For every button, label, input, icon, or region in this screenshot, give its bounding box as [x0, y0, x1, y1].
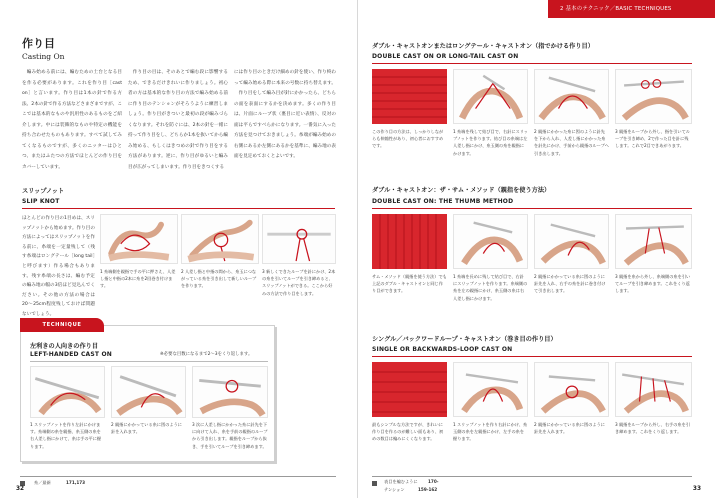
footer-marker: [372, 481, 377, 486]
slip-knot-step3-caption: 3 新しくできたループを針にかけ、2本の糸を引いてループを引き締めると、スリップノットができる。ここから好みの方法で作り目をします。: [262, 269, 336, 296]
thumb-step2-figure: [534, 214, 609, 269]
page-number-left: 32: [16, 486, 25, 492]
dct-step3-figure: [615, 69, 692, 124]
page-subtitle: Casting On: [22, 52, 65, 61]
technique-step2-figure: [111, 366, 186, 418]
thumb-step1-caption: 1 糸端を長めに残して結び目で、右針にスリップノットを作ります。糸端側の糸を左の親指にかけ、糸玉側の糸は右人差し指にかけます。: [453, 274, 528, 301]
section-rule: [372, 63, 692, 64]
technique-step3-figure: [192, 366, 268, 418]
dct-step3-caption: 3 親指をループから外し、指を引いてループを引き締め、2で作った目を針に残します。これで2目できあがります。: [615, 129, 690, 149]
chapter-header: 2 基本のテクニック／BASIC TECHNIQUES: [548, 0, 715, 18]
single-step2-figure: [534, 362, 609, 417]
footer-rule: [372, 476, 692, 477]
thumb-step3-figure: [615, 214, 692, 269]
page-number-right: 33: [692, 486, 701, 492]
technique-step1-figure: [30, 366, 105, 418]
dct-swatch: [372, 69, 447, 124]
technique-tab: TECHNIQUE: [20, 318, 104, 332]
thumb-swatch: [372, 214, 447, 269]
technique-step1-caption: 1 スリップノットを作り左針にかけます。糸端側の糸を親指、糸玉側の糸を右人差し指にかけて、糸は手の平に握ります。: [30, 422, 102, 449]
section-rule: [372, 208, 692, 209]
dct-swatch-caption: この作り目の方法は、しっかりしながらも伸縮性があり、初心者におすすめです。: [372, 129, 444, 149]
thumb-step3-caption: 3 親指を糸から外し、糸端側の糸を引いてループを引き締めます。これをくり返します。: [615, 274, 691, 294]
single-title-jp: シングル／バックワードループ・キャストオン（巻き目の作り目）: [372, 336, 557, 343]
footer-label: 糸／最新: [34, 480, 51, 485]
footer-ref-1: 170-: [428, 479, 439, 484]
technique-step3-caption: 3 次に人差し指にかかった糸に針先を下に向けて入れ、糸を手前の親指のループから引き出します。親指をループから抜き、手を引いてループを引き締めます。: [192, 422, 268, 449]
right-page: [358, 0, 715, 498]
thumb-title-jp: ダブル・キャストオン：ザ・サム・メソッド（親指を使う方法）: [372, 187, 551, 194]
slip-knot-title-jp: スリップノット: [22, 188, 65, 195]
thumb-swatch-caption: サム・メソッド（親指を使う方法）でも上記のダブル・キャストオンと同じ作り目ができます。: [372, 274, 447, 294]
single-step1-figure: [453, 362, 528, 417]
slip-knot-step2-figure: [181, 214, 259, 264]
thumb-step2-caption: 2 親指にかかっている糸に図のように針先を入れ、右手の糸を針に巻き付けて引き出します。: [534, 274, 606, 294]
technique-title-jp: 左利きの人向きの作り目: [30, 343, 99, 350]
technique-note: ※必要な目数になるまで2〜3をくり返します。: [160, 352, 253, 357]
slip-knot-step1-caption: 1 糸端側を親指で手の平に押さえ、人差し指と中指の2本に糸を2回巻き付けます。: [100, 269, 176, 289]
left-page: [0, 0, 357, 498]
section-rule: [22, 208, 335, 209]
slip-knot-title-en: SLIP KNOT: [22, 198, 60, 205]
slip-knot-step3-figure: [262, 214, 336, 264]
technique-rule: [30, 361, 268, 362]
footer-ref-2: 159-162: [418, 487, 438, 492]
dct-step2-figure: [534, 69, 609, 124]
dct-title-en: DOUBLE CAST ON OR LONG-TAIL CAST ON: [372, 53, 519, 60]
footer-label-1: 表目を編むように: [384, 479, 418, 484]
dct-step1-caption: 1 糸端を残して結び目で、右針にスリップノットを作ります。結び目の糸端は左人差し指にかけ、糸玉側の糸を親指にかけます。: [453, 129, 528, 156]
single-step1-caption: 1 スリップノットを作り右針にかけ、糸玉側の糸を左親指にかけ、左手の糸を握ります。: [453, 422, 528, 442]
dct-step2-caption: 2 親指にかかった糸に図のように針先を下から入れ、人差し指にかかった糸を針先にかけ、手前から親指のループへ引き出します。: [534, 129, 609, 156]
slip-knot-step2-caption: 2 人差し指と中指の間から、糸玉につながっている糸を引き出して新しいループを作ります。: [181, 269, 257, 289]
technique-title-en: LEFT-HANDED CAST ON: [30, 351, 113, 358]
slip-knot-text: ほとんどの作り目の1目めは、スリップノットから始めます。作り目の方法によってはスリップノットを作る前に、糸端を一定量残して（残す糸端はロングテール［long tail］と呼びます）作る場合もあります。残す糸端の長さは、編む予定の編み地の幅の3倍ほど見込んでください。その他の方法の場合は20〜25cm程度残しておけば問題ないでしょう。: [22, 216, 95, 317]
single-swatch: [372, 362, 447, 417]
page-title: 作り目: [22, 37, 55, 50]
thumb-step1-figure: [453, 214, 528, 269]
intro-col-3: には作り目のときだけ細めの針を使い、作り終わって編み始める際に本来の号数に持ち替えます。 作り目をして編み目が針にかかったら、どちらの面を表面にするかを決めます。多くの作り目は、片面にループ状（裏目に近い表情）、反対の面は平らですべらかになります。一番気に入った方法を見つけておきましょう。糸端が編み始めの右側にあるか左側にあるかを基準に、編み地の表面を見定めておくとよいです。: [234, 70, 336, 159]
footer-rule: [20, 476, 336, 477]
single-step3-figure: [615, 362, 692, 417]
single-swatch-caption: 最もシンプルな方法ですが、きれいに作り目を作るのが難しい面もあり、初めの数目は編みにくくなります。: [372, 422, 444, 442]
dct-step1-figure: [453, 69, 528, 124]
single-step3-caption: 3 親指をループから外し、右手の糸を引き締めます。これをくり返します。: [615, 422, 690, 435]
footer-ref: 171,173: [66, 480, 86, 485]
single-step2-caption: 2 親指にかかっている糸に図のように針先を入れます。: [534, 422, 605, 435]
technique-step2-caption: 2 親指にかかっている糸に図のように針を入れます。: [111, 422, 182, 435]
slip-knot-step1-figure: [100, 214, 178, 264]
section-rule: [372, 356, 692, 357]
dct-title-jp: ダブル・キャストオンまたはロングテール・キャストオン（指でかける作り目）: [372, 43, 594, 50]
intro-col-2: 作り目の目は、そのあとで編む段に影響するため、できるだけきれいに作りましょう。初心者の方は基本的な作り目の方法で編み始める前に作り目のテンションがそろうように練習しましょう。作り目がきついと最初の段が編みづらくなります。それを防ぐには、2本の針を一緒に持って作り目をし、どちらか1本を抜いてから編み始める、もしくはきつめの針で作り目をする方法があります。逆に、作り目がゆるいと編み目が広がってしまいます。作り目をきつくする: [128, 70, 228, 170]
thumb-title-en: DOUBLE CAST ON: THE THUMB METHOD: [372, 198, 514, 205]
footer-label-2: テンション: [384, 487, 405, 492]
single-title-en: SINGLE OR BACKWARDS-LOOP CAST ON: [372, 346, 513, 353]
intro-col-1: 編み始める前には、編むための土台となる目を作る必要があります。これを作り目［cast on］と言います。作り目は1本の針で作る方法、2本の針で作る方法などさまざまですが、ここでは基本的なものや汎用性のあるものをご紹介します。中には装飾的なものや特定の機能を持ち合わせたものもあります。すべて試してみてくなるものですが、多くのニッターはひとつ、またはふたつの方法でほとんどの作り目をカバーしています。: [22, 70, 122, 170]
